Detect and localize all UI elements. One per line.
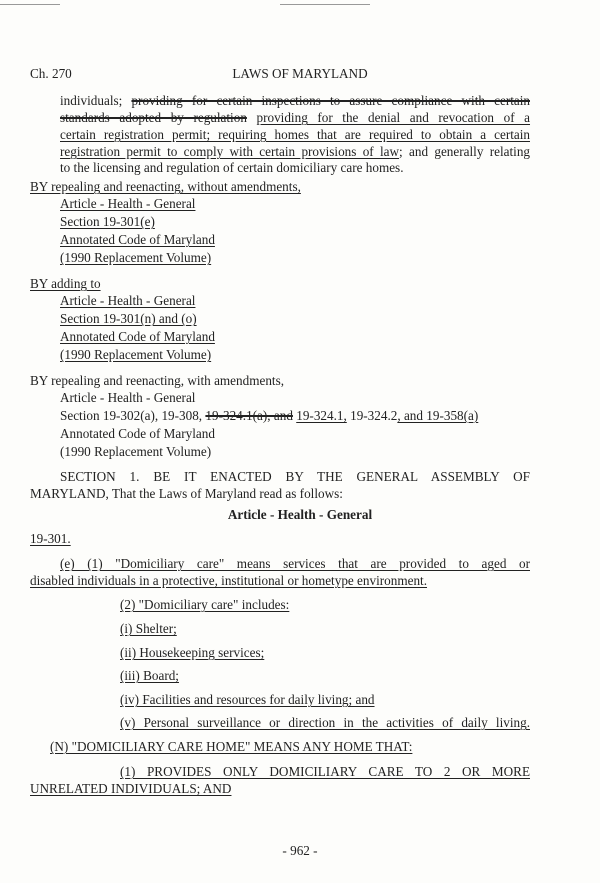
inserted-text: (1) PROVIDES ONLY DOMICILIARY CARE TO 2 OR MORE bbox=[120, 764, 530, 779]
text-line bbox=[60, 311, 197, 327]
text-line bbox=[120, 668, 179, 684]
inserted-text: Section 19-301(e) bbox=[60, 214, 155, 229]
text-line bbox=[60, 293, 195, 309]
text-line bbox=[60, 556, 530, 572]
text: individuals; bbox=[60, 93, 132, 108]
text-line bbox=[60, 329, 215, 345]
text: ; and generally relating bbox=[399, 144, 531, 159]
text-line bbox=[120, 764, 530, 780]
inserted-text: providing for the denial and revocation of a bbox=[256, 110, 531, 125]
inserted-text: Annotated Code of Maryland bbox=[60, 329, 215, 344]
text: SECTION 1. BE IT ENACTED BY THE GENERAL ASSEMBLY OF bbox=[60, 469, 530, 484]
text-line bbox=[60, 127, 530, 143]
struck-text: standards adopted by regulation bbox=[60, 110, 247, 125]
inserted-text: Annotated Code of Maryland bbox=[60, 232, 215, 247]
text-line bbox=[30, 486, 343, 502]
inserted-text: (i) Shelter; bbox=[120, 621, 177, 636]
inserted-text: (iv) Facilities and resources for daily living; and bbox=[120, 692, 375, 707]
inserted-text: (2) "Domiciliary care" includes: bbox=[120, 597, 290, 612]
inserted-text: (v) Personal surveillance or direction in the activities of daily living. bbox=[120, 715, 530, 730]
text: to the licensing and regulation of certain domiciliary care homes. bbox=[60, 160, 404, 175]
inserted-text: 19-324.1, bbox=[296, 408, 347, 423]
text-line bbox=[30, 781, 231, 797]
inserted-text: (e) (1) "Domiciliary care" means services that are provided to aged or bbox=[60, 556, 530, 571]
struck-text: providing for certain inspections to assure compliance with certain bbox=[131, 93, 530, 108]
page-title: LAWS OF MARYLAND bbox=[232, 66, 368, 81]
text-line bbox=[30, 276, 101, 292]
text-line bbox=[60, 214, 155, 230]
text-line bbox=[120, 645, 264, 661]
inserted-text: disabled individuals in a protective, institutional or hometype environment. bbox=[30, 573, 428, 588]
text-line bbox=[30, 573, 427, 589]
inserted-text: Article - Health - General bbox=[60, 293, 196, 308]
text-line bbox=[60, 93, 530, 109]
text bbox=[247, 110, 257, 125]
chapter-number: Ch. 270 bbox=[30, 66, 72, 81]
text-line bbox=[60, 390, 195, 406]
text: Annotated Code of Maryland bbox=[60, 426, 215, 441]
text-line bbox=[50, 739, 412, 755]
text-line bbox=[60, 250, 211, 266]
text: BY repealing and reenacting, with amendments, bbox=[30, 373, 285, 388]
text-line bbox=[30, 531, 71, 547]
inserted-text: registration permit to comply with certain provisions of law bbox=[60, 144, 400, 159]
inserted-text: (ii) Housekeeping services; bbox=[120, 645, 265, 660]
inserted-text: UNRELATED INDIVIDUALS; AND bbox=[30, 781, 232, 796]
inserted-text: (1990 Replacement Volume) bbox=[60, 347, 212, 362]
text: Section 19-302(a), 19-308, bbox=[60, 408, 206, 423]
text: MARYLAND, That the Laws of Maryland read as follows: bbox=[30, 486, 343, 501]
text: 19-324.2 bbox=[346, 408, 398, 423]
inserted-text: 19-301. bbox=[30, 531, 71, 546]
text-line bbox=[120, 715, 530, 731]
inserted-text: Section 19-301(n) and (o) bbox=[60, 311, 197, 326]
inserted-text: (N) "DOMICILIARY CARE HOME" MEANS ANY HOME THAT: bbox=[50, 739, 413, 754]
text-line bbox=[60, 196, 195, 212]
text-line bbox=[30, 179, 301, 195]
text: Article - Health - General bbox=[227, 507, 373, 522]
inserted-text: BY adding to bbox=[30, 276, 101, 291]
text: (1990 Replacement Volume) bbox=[60, 444, 212, 459]
inserted-text: (iii) Board; bbox=[120, 668, 179, 683]
text-line bbox=[120, 597, 289, 613]
inserted-text: BY repealing and reenacting, without amendments, bbox=[30, 179, 301, 194]
text-line bbox=[60, 444, 211, 460]
struck-text: 19-324.1(a), and bbox=[205, 408, 293, 423]
text-line bbox=[30, 373, 284, 389]
text-line bbox=[60, 469, 530, 485]
text-line bbox=[60, 110, 530, 126]
text-line bbox=[60, 426, 215, 442]
text-line bbox=[60, 232, 215, 248]
inserted-text: , and 19-358(a) bbox=[397, 408, 479, 423]
inserted-text: (1990 Replacement Volume) bbox=[60, 250, 212, 265]
article-heading bbox=[0, 507, 600, 523]
text-line bbox=[60, 408, 478, 424]
inserted-text: Article - Health - General bbox=[60, 196, 196, 211]
text: Article - Health - General bbox=[60, 390, 196, 405]
text-line bbox=[120, 621, 177, 637]
scan-edge-line bbox=[280, 4, 370, 5]
inserted-text: certain registration permit; requiring homes that are required to obtain a certain bbox=[60, 127, 530, 142]
scan-edge-line bbox=[0, 4, 60, 5]
page-number: - 962 - bbox=[282, 843, 318, 858]
text-line bbox=[60, 347, 211, 363]
text-line bbox=[60, 144, 530, 160]
text-line bbox=[60, 160, 404, 176]
text-line bbox=[120, 692, 375, 708]
